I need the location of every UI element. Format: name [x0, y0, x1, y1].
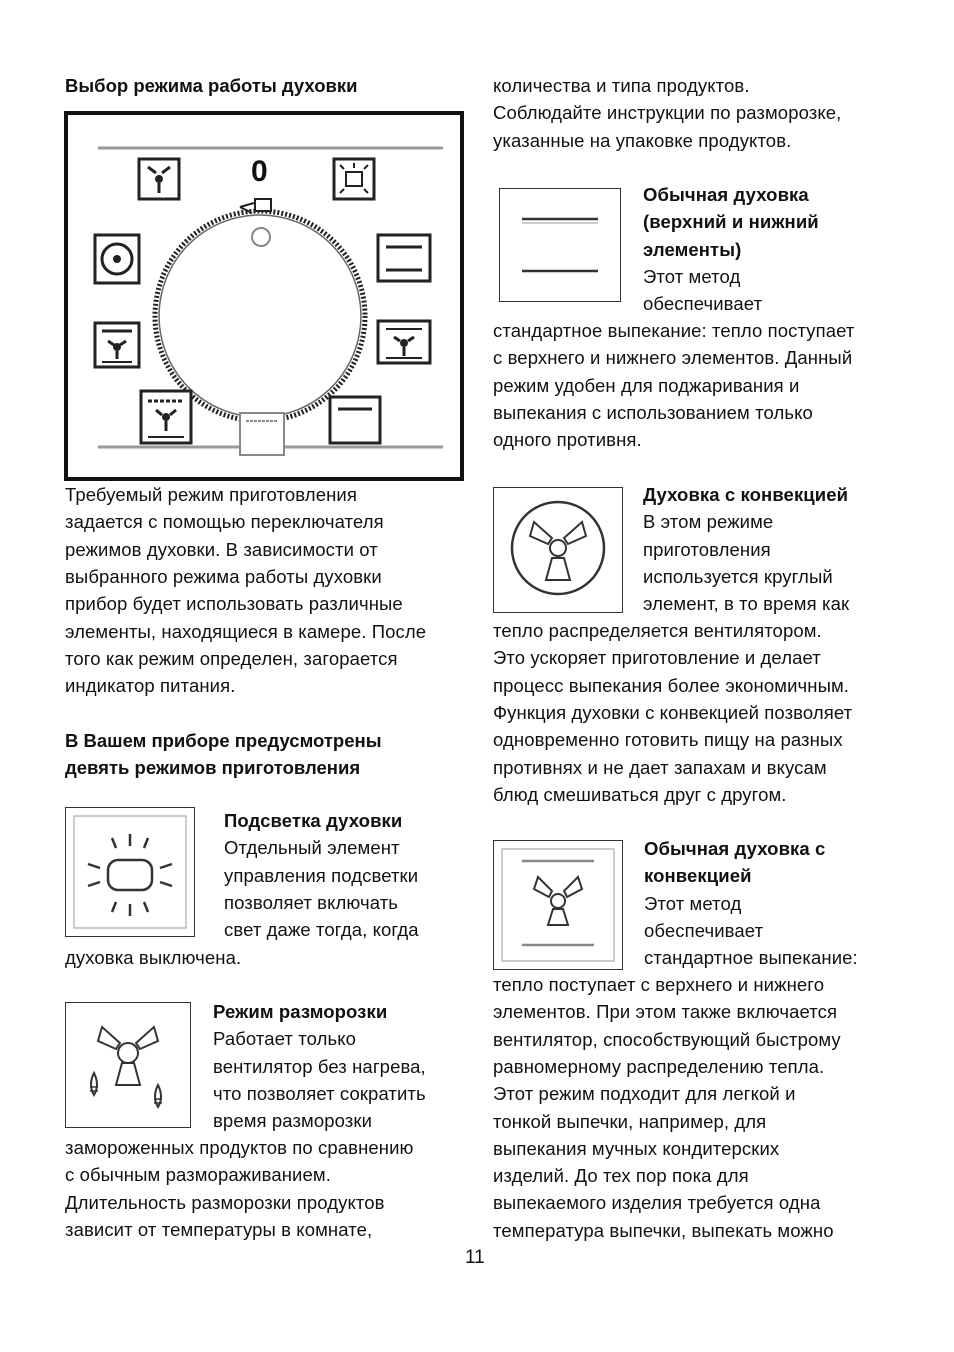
intro-line: того как режим определен, загорается	[65, 647, 398, 669]
intro-line: прибор будет использовать различные	[65, 593, 403, 615]
conventional-title-line: (верхний и нижний	[643, 211, 819, 233]
continuation-line: количества и типа продуктов.	[493, 75, 750, 96]
conv-fan-line: Этот режим подходит для легкой и	[493, 1083, 796, 1105]
conv-fan-line: элементов. При этом также включается	[493, 1001, 838, 1023]
intro-line: элементы, находящиеся в камере. После	[65, 620, 427, 642]
top-bottom-heat-icon	[378, 235, 430, 281]
light-line: Отдельный элемент	[224, 837, 400, 859]
convection-line: тепло распределяется вентилятором.	[493, 620, 822, 641]
light-icon	[334, 159, 374, 199]
defrost-line: Работает только	[213, 1028, 357, 1050]
convection-mode-icon	[493, 487, 623, 613]
convection-fan-icon	[378, 321, 430, 363]
dial-zero-label: 0	[251, 155, 268, 188]
conventional-line: стандартное выпекание: тепло поступает	[493, 320, 855, 341]
intro-line: режимов духовки. В зависимости от	[65, 538, 378, 560]
convection-line: Функция духовки с конвекцией позволяет	[493, 701, 853, 723]
defrost-mode-icon	[65, 1002, 191, 1128]
conv-fan-line: тонкой выпечки, например, для	[493, 1110, 767, 1132]
conv-fan-title-line: Обычная духовка с	[644, 838, 826, 859]
defrost-line: с обычным размораживанием.	[65, 1164, 331, 1186]
oven-light-icon	[65, 807, 195, 937]
convection-line: Это ускоряет приготовление и делает	[493, 647, 821, 669]
fan-ring-icon	[95, 235, 139, 283]
conventional-line: одного противня.	[493, 429, 642, 451]
intro-line: индикатор питания.	[65, 675, 236, 697]
page-number: 11	[465, 1247, 485, 1268]
conv-fan-line: Этот метод	[644, 892, 742, 914]
conventional-fan-mode-icon	[493, 840, 623, 970]
defrost-line: Длительность разморозки продуктов	[65, 1191, 385, 1213]
convection-line: В этом режиме	[643, 511, 774, 533]
conventional-line: выпекания с использованием только	[493, 401, 813, 423]
continuation-line: указанные на упаковке продуктов.	[493, 129, 792, 151]
top-heat-icon	[330, 397, 380, 443]
conv-fan-line: изделий. До тех пор пока для	[493, 1165, 749, 1187]
grill-fan-bottom-icon	[141, 391, 191, 443]
conventional-title-line: Обычная духовка	[643, 184, 809, 205]
modes-heading-line: В Вашем приборе предусмотрены	[65, 730, 382, 751]
modes-heading-line: девять режимов приготовления	[65, 757, 361, 779]
conventional-line: режим удобен для поджаривания и	[493, 374, 800, 396]
convection-line: процесс выпекания более экономичным.	[493, 674, 850, 696]
convection-line: одновременно готовить пищу на разных	[493, 729, 843, 751]
light-mode-title: Подсветка духовки	[224, 810, 403, 831]
conv-fan-line: выпекаемого изделия требуется одна	[493, 1192, 821, 1214]
defrost-line: время разморозки	[213, 1110, 373, 1132]
conv-fan-line: стандартное выпекание:	[644, 947, 858, 969]
conv-fan-line: вентилятор, способствующий быстрому	[493, 1028, 841, 1050]
defrost-line: вентилятор без нагрева,	[213, 1055, 426, 1077]
intro-line: Требуемый режим приготовления	[65, 484, 357, 505]
intro-line: выбранного режима работы духовки	[65, 565, 382, 587]
conv-fan-line: тепло поступает с верхнего и нижнего	[493, 974, 825, 995]
intro-line: задается с помощью переключателя	[65, 511, 384, 533]
defrost-line: зависит от температуры в комнате,	[65, 1218, 373, 1240]
continuation-line: Соблюдайте инструкции по разморозке,	[493, 102, 842, 124]
convection-line: блюд смешиваться друг с другом.	[493, 783, 787, 805]
conventional-line: обеспечивает	[643, 293, 763, 315]
mode-dial-panel	[64, 111, 464, 481]
defrost-line: что позволяет сократить	[213, 1082, 426, 1104]
top-bottom-heat-mode-icon	[499, 188, 621, 302]
defrost-icon	[139, 159, 179, 199]
conventional-line: Этот метод	[643, 265, 741, 287]
defrost-mode-title: Режим разморозки	[213, 1001, 388, 1022]
convection-line: элемент, в то время как	[643, 593, 850, 615]
conv-fan-title-line: конвекцией	[644, 865, 752, 887]
conv-fan-line: температура выпечки, выпекать можно	[493, 1219, 834, 1241]
light-line: управления подсветки	[224, 864, 419, 886]
conventional-title-line: элементы)	[643, 238, 742, 260]
conventional-line: с верхнего и нижнего элементов. Данный	[493, 347, 853, 369]
conv-fan-line: обеспечивает	[644, 919, 764, 941]
convection-line: используется круглый	[643, 565, 833, 587]
light-line-wrap: духовка выключена.	[65, 947, 242, 968]
section-title: Выбор режима работы духовки	[65, 75, 358, 96]
bottom-heat-icon	[240, 413, 284, 455]
light-line: позволяет включать	[224, 891, 399, 913]
light-line: свет даже тогда, когда	[224, 919, 419, 941]
conv-fan-line: выпекания мучных кондитерских	[493, 1137, 780, 1159]
defrost-line: замороженных продуктов по сравнению	[65, 1137, 414, 1158]
grill-fan-icon	[95, 323, 139, 367]
convection-line: противнях и не дает запахам и вкусам	[493, 756, 827, 778]
convection-mode-title: Духовка с конвекцией	[643, 484, 849, 505]
conv-fan-line: равномерному распределению тепла.	[493, 1055, 825, 1077]
convection-line: приготовления	[643, 538, 771, 560]
